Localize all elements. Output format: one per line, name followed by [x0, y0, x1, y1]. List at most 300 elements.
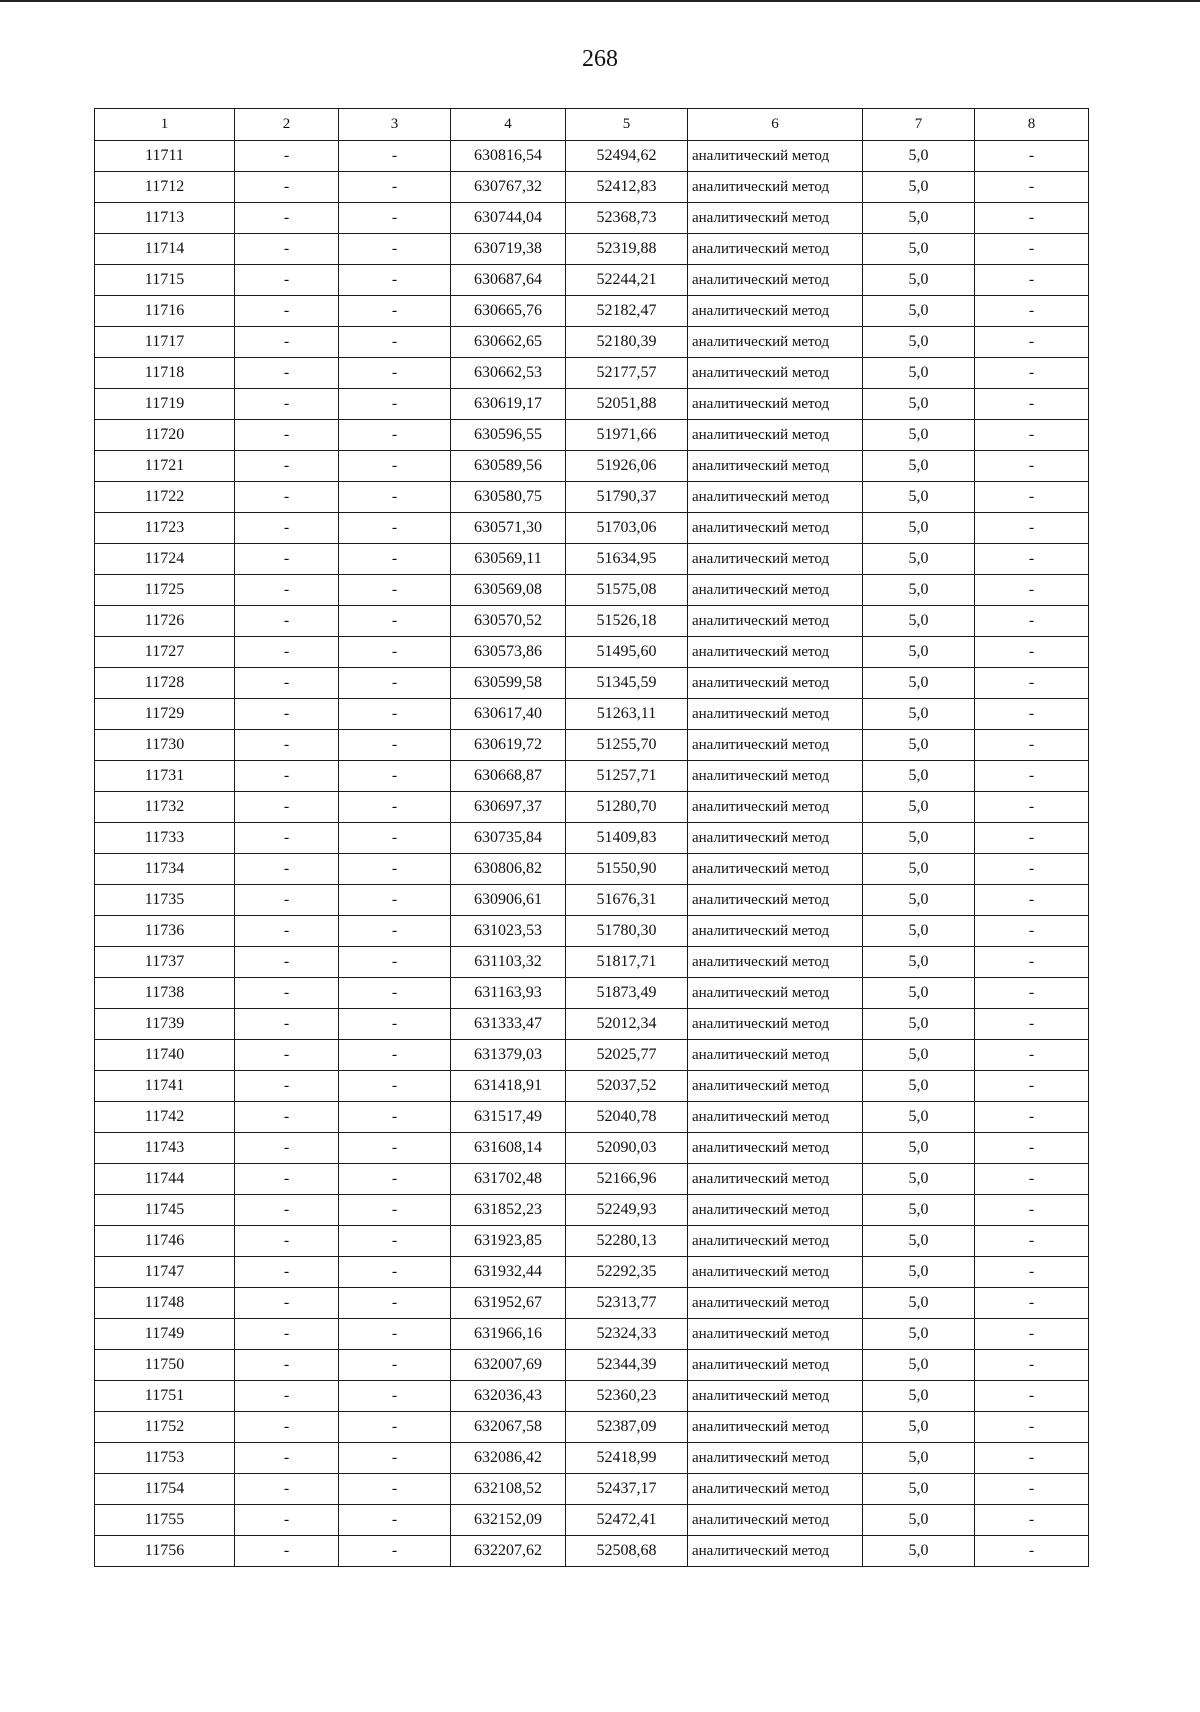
y-coordinate-cell: 52051,88	[566, 389, 688, 420]
y-coordinate-cell: 51263,11	[566, 699, 688, 730]
table-row	[95, 265, 1089, 296]
column-header: 6	[688, 109, 863, 141]
col2-cell: -	[235, 296, 339, 327]
y-coordinate-cell: 52012,34	[566, 1009, 688, 1040]
table-row	[95, 1071, 1089, 1102]
y-coordinate-cell: 52182,47	[566, 296, 688, 327]
y-coordinate-cell: 52437,17	[566, 1474, 688, 1505]
accuracy-cell: 5,0	[863, 1443, 975, 1474]
col3-cell: -	[339, 1536, 451, 1567]
method-cell: аналитический метод	[688, 1133, 863, 1164]
accuracy-cell: 5,0	[863, 513, 975, 544]
accuracy-cell: 5,0	[863, 358, 975, 389]
col2-cell: -	[235, 234, 339, 265]
table-row	[95, 699, 1089, 730]
point-number-cell: 11738	[95, 978, 235, 1009]
x-coordinate-cell: 630599,58	[451, 668, 566, 699]
col3-cell: -	[339, 978, 451, 1009]
y-coordinate-cell: 52180,39	[566, 327, 688, 358]
x-coordinate-cell: 630589,56	[451, 451, 566, 482]
col2-cell: -	[235, 1164, 339, 1195]
col8-cell: -	[975, 1257, 1089, 1288]
point-number-cell: 11748	[95, 1288, 235, 1319]
accuracy-cell: 5,0	[863, 265, 975, 296]
x-coordinate-cell: 630619,72	[451, 730, 566, 761]
point-number-cell: 11746	[95, 1226, 235, 1257]
col8-cell: -	[975, 451, 1089, 482]
x-coordinate-cell: 632007,69	[451, 1350, 566, 1381]
point-number-cell: 11719	[95, 389, 235, 420]
x-coordinate-cell: 631608,14	[451, 1133, 566, 1164]
col3-cell: -	[339, 575, 451, 606]
col2-cell: -	[235, 730, 339, 761]
x-coordinate-cell: 630744,04	[451, 203, 566, 234]
y-coordinate-cell: 51345,59	[566, 668, 688, 699]
y-coordinate-cell: 52412,83	[566, 172, 688, 203]
col2-cell: -	[235, 327, 339, 358]
col3-cell: -	[339, 792, 451, 823]
table-row	[95, 172, 1089, 203]
table-row	[95, 1412, 1089, 1443]
y-coordinate-cell: 52319,88	[566, 234, 688, 265]
x-coordinate-cell: 631103,32	[451, 947, 566, 978]
col8-cell: -	[975, 575, 1089, 606]
col8-cell: -	[975, 916, 1089, 947]
y-coordinate-cell: 52090,03	[566, 1133, 688, 1164]
col3-cell: -	[339, 947, 451, 978]
col3-cell: -	[339, 1288, 451, 1319]
point-number-cell: 11712	[95, 172, 235, 203]
col2-cell: -	[235, 947, 339, 978]
point-number-cell: 11745	[95, 1195, 235, 1226]
point-number-cell: 11718	[95, 358, 235, 389]
y-coordinate-cell: 52418,99	[566, 1443, 688, 1474]
x-coordinate-cell: 630697,37	[451, 792, 566, 823]
table-row	[95, 854, 1089, 885]
point-number-cell: 11722	[95, 482, 235, 513]
x-coordinate-cell: 631379,03	[451, 1040, 566, 1071]
col2-cell: -	[235, 823, 339, 854]
col2-cell: -	[235, 482, 339, 513]
table-row	[95, 1288, 1089, 1319]
point-number-cell: 11727	[95, 637, 235, 668]
x-coordinate-cell: 630617,40	[451, 699, 566, 730]
col3-cell: -	[339, 1443, 451, 1474]
method-cell: аналитический метод	[688, 916, 863, 947]
col8-cell: -	[975, 885, 1089, 916]
accuracy-cell: 5,0	[863, 1412, 975, 1443]
col8-cell: -	[975, 1164, 1089, 1195]
y-coordinate-cell: 52494,62	[566, 141, 688, 172]
col8-cell: -	[975, 1133, 1089, 1164]
x-coordinate-cell: 630668,87	[451, 761, 566, 792]
col2-cell: -	[235, 420, 339, 451]
y-coordinate-cell: 52313,77	[566, 1288, 688, 1319]
col2-cell: -	[235, 1071, 339, 1102]
col8-cell: -	[975, 1412, 1089, 1443]
y-coordinate-cell: 51495,60	[566, 637, 688, 668]
accuracy-cell: 5,0	[863, 1350, 975, 1381]
x-coordinate-cell: 631923,85	[451, 1226, 566, 1257]
y-coordinate-cell: 51634,95	[566, 544, 688, 575]
col3-cell: -	[339, 234, 451, 265]
col2-cell: -	[235, 761, 339, 792]
col2-cell: -	[235, 1350, 339, 1381]
col2-cell: -	[235, 1412, 339, 1443]
col3-cell: -	[339, 265, 451, 296]
y-coordinate-cell: 51926,06	[566, 451, 688, 482]
method-cell: аналитический метод	[688, 699, 863, 730]
table-row	[95, 1102, 1089, 1133]
accuracy-cell: 5,0	[863, 203, 975, 234]
accuracy-cell: 5,0	[863, 327, 975, 358]
table-row	[95, 1381, 1089, 1412]
y-coordinate-cell: 51257,71	[566, 761, 688, 792]
method-cell: аналитический метод	[688, 854, 863, 885]
column-header: 8	[975, 109, 1089, 141]
col8-cell: -	[975, 203, 1089, 234]
accuracy-cell: 5,0	[863, 730, 975, 761]
col8-cell: -	[975, 1536, 1089, 1567]
top-border-line	[0, 0, 1200, 2]
method-cell: аналитический метод	[688, 172, 863, 203]
method-cell: аналитический метод	[688, 234, 863, 265]
column-header: 4	[451, 109, 566, 141]
table-row	[95, 823, 1089, 854]
y-coordinate-cell: 52360,23	[566, 1381, 688, 1412]
y-coordinate-cell: 51780,30	[566, 916, 688, 947]
table-row	[95, 389, 1089, 420]
y-coordinate-cell: 51280,70	[566, 792, 688, 823]
point-number-cell: 11714	[95, 234, 235, 265]
col2-cell: -	[235, 1226, 339, 1257]
point-number-cell: 11725	[95, 575, 235, 606]
col3-cell: -	[339, 420, 451, 451]
col8-cell: -	[975, 265, 1089, 296]
col8-cell: -	[975, 172, 1089, 203]
accuracy-cell: 5,0	[863, 637, 975, 668]
y-coordinate-cell: 52368,73	[566, 203, 688, 234]
point-number-cell: 11734	[95, 854, 235, 885]
col3-cell: -	[339, 1319, 451, 1350]
point-number-cell: 11711	[95, 141, 235, 172]
col3-cell: -	[339, 513, 451, 544]
point-number-cell: 11729	[95, 699, 235, 730]
col8-cell: -	[975, 1505, 1089, 1536]
x-coordinate-cell: 631852,23	[451, 1195, 566, 1226]
y-coordinate-cell: 51575,08	[566, 575, 688, 606]
accuracy-cell: 5,0	[863, 978, 975, 1009]
point-number-cell: 11731	[95, 761, 235, 792]
accuracy-cell: 5,0	[863, 1009, 975, 1040]
col2-cell: -	[235, 513, 339, 544]
accuracy-cell: 5,0	[863, 1288, 975, 1319]
coordinates-table	[94, 108, 1089, 1567]
method-cell: аналитический метод	[688, 1040, 863, 1071]
x-coordinate-cell: 630806,82	[451, 854, 566, 885]
x-coordinate-cell: 631418,91	[451, 1071, 566, 1102]
table-row	[95, 296, 1089, 327]
table-row	[95, 420, 1089, 451]
method-cell: аналитический метод	[688, 389, 863, 420]
col3-cell: -	[339, 296, 451, 327]
method-cell: аналитический метод	[688, 606, 863, 637]
table-row	[95, 1505, 1089, 1536]
table-row	[95, 1009, 1089, 1040]
point-number-cell: 11735	[95, 885, 235, 916]
method-cell: аналитический метод	[688, 761, 863, 792]
x-coordinate-cell: 631952,67	[451, 1288, 566, 1319]
col2-cell: -	[235, 916, 339, 947]
col8-cell: -	[975, 234, 1089, 265]
table-row	[95, 730, 1089, 761]
col8-cell: -	[975, 730, 1089, 761]
col2-cell: -	[235, 1009, 339, 1040]
col8-cell: -	[975, 358, 1089, 389]
accuracy-cell: 5,0	[863, 1195, 975, 1226]
method-cell: аналитический метод	[688, 637, 863, 668]
y-coordinate-cell: 51255,70	[566, 730, 688, 761]
y-coordinate-cell: 52166,96	[566, 1164, 688, 1195]
method-cell: аналитический метод	[688, 947, 863, 978]
point-number-cell: 11739	[95, 1009, 235, 1040]
x-coordinate-cell: 632108,52	[451, 1474, 566, 1505]
col8-cell: -	[975, 668, 1089, 699]
accuracy-cell: 5,0	[863, 1164, 975, 1195]
accuracy-cell: 5,0	[863, 482, 975, 513]
method-cell: аналитический метод	[688, 792, 863, 823]
y-coordinate-cell: 51873,49	[566, 978, 688, 1009]
col3-cell: -	[339, 1381, 451, 1412]
col3-cell: -	[339, 203, 451, 234]
col2-cell: -	[235, 1319, 339, 1350]
col8-cell: -	[975, 420, 1089, 451]
col8-cell: -	[975, 327, 1089, 358]
point-number-cell: 11720	[95, 420, 235, 451]
table-row	[95, 1319, 1089, 1350]
col3-cell: -	[339, 1009, 451, 1040]
y-coordinate-cell: 51409,83	[566, 823, 688, 854]
point-number-cell: 11726	[95, 606, 235, 637]
col8-cell: -	[975, 513, 1089, 544]
x-coordinate-cell: 632152,09	[451, 1505, 566, 1536]
x-coordinate-cell: 630906,61	[451, 885, 566, 916]
col3-cell: -	[339, 327, 451, 358]
col8-cell: -	[975, 141, 1089, 172]
method-cell: аналитический метод	[688, 978, 863, 1009]
x-coordinate-cell: 630596,55	[451, 420, 566, 451]
col2-cell: -	[235, 265, 339, 296]
table-row	[95, 451, 1089, 482]
col3-cell: -	[339, 761, 451, 792]
y-coordinate-cell: 52037,52	[566, 1071, 688, 1102]
col8-cell: -	[975, 389, 1089, 420]
point-number-cell: 11743	[95, 1133, 235, 1164]
method-cell: аналитический метод	[688, 668, 863, 699]
accuracy-cell: 5,0	[863, 234, 975, 265]
point-number-cell: 11721	[95, 451, 235, 482]
y-coordinate-cell: 52344,39	[566, 1350, 688, 1381]
col2-cell: -	[235, 1040, 339, 1071]
x-coordinate-cell: 630569,08	[451, 575, 566, 606]
method-cell: аналитический метод	[688, 823, 863, 854]
y-coordinate-cell: 52324,33	[566, 1319, 688, 1350]
col8-cell: -	[975, 947, 1089, 978]
col3-cell: -	[339, 141, 451, 172]
accuracy-cell: 5,0	[863, 296, 975, 327]
col2-cell: -	[235, 389, 339, 420]
col2-cell: -	[235, 1288, 339, 1319]
col3-cell: -	[339, 699, 451, 730]
col3-cell: -	[339, 1040, 451, 1071]
col8-cell: -	[975, 978, 1089, 1009]
accuracy-cell: 5,0	[863, 172, 975, 203]
table-row	[95, 1350, 1089, 1381]
point-number-cell: 11716	[95, 296, 235, 327]
point-number-cell: 11755	[95, 1505, 235, 1536]
col3-cell: -	[339, 1350, 451, 1381]
accuracy-cell: 5,0	[863, 451, 975, 482]
method-cell: аналитический метод	[688, 1536, 863, 1567]
col2-cell: -	[235, 1195, 339, 1226]
method-cell: аналитический метод	[688, 1350, 863, 1381]
col8-cell: -	[975, 1071, 1089, 1102]
point-number-cell: 11715	[95, 265, 235, 296]
col3-cell: -	[339, 916, 451, 947]
y-coordinate-cell: 51971,66	[566, 420, 688, 451]
col2-cell: -	[235, 1133, 339, 1164]
accuracy-cell: 5,0	[863, 1505, 975, 1536]
column-header: 3	[339, 109, 451, 141]
col3-cell: -	[339, 389, 451, 420]
col2-cell: -	[235, 358, 339, 389]
col3-cell: -	[339, 451, 451, 482]
x-coordinate-cell: 630816,54	[451, 141, 566, 172]
method-cell: аналитический метод	[688, 265, 863, 296]
col3-cell: -	[339, 668, 451, 699]
point-number-cell: 11754	[95, 1474, 235, 1505]
table-body	[95, 141, 1089, 1567]
accuracy-cell: 5,0	[863, 1536, 975, 1567]
table-row	[95, 885, 1089, 916]
col2-cell: -	[235, 1443, 339, 1474]
col8-cell: -	[975, 1443, 1089, 1474]
x-coordinate-cell: 631966,16	[451, 1319, 566, 1350]
col8-cell: -	[975, 792, 1089, 823]
x-coordinate-cell: 630580,75	[451, 482, 566, 513]
col3-cell: -	[339, 637, 451, 668]
col8-cell: -	[975, 1195, 1089, 1226]
col2-cell: -	[235, 792, 339, 823]
table-row	[95, 327, 1089, 358]
point-number-cell: 11730	[95, 730, 235, 761]
table-row	[95, 513, 1089, 544]
col2-cell: -	[235, 668, 339, 699]
col3-cell: -	[339, 1226, 451, 1257]
method-cell: аналитический метод	[688, 203, 863, 234]
y-coordinate-cell: 52280,13	[566, 1226, 688, 1257]
method-cell: аналитический метод	[688, 1319, 863, 1350]
x-coordinate-cell: 631517,49	[451, 1102, 566, 1133]
point-number-cell: 11737	[95, 947, 235, 978]
method-cell: аналитический метод	[688, 544, 863, 575]
method-cell: аналитический метод	[688, 513, 863, 544]
x-coordinate-cell: 632207,62	[451, 1536, 566, 1567]
accuracy-cell: 5,0	[863, 1257, 975, 1288]
y-coordinate-cell: 52508,68	[566, 1536, 688, 1567]
column-header: 1	[95, 109, 235, 141]
y-coordinate-cell: 51817,71	[566, 947, 688, 978]
col3-cell: -	[339, 1071, 451, 1102]
point-number-cell: 11751	[95, 1381, 235, 1412]
col2-cell: -	[235, 1102, 339, 1133]
accuracy-cell: 5,0	[863, 606, 975, 637]
method-cell: аналитический метод	[688, 1412, 863, 1443]
col2-cell: -	[235, 203, 339, 234]
col2-cell: -	[235, 1505, 339, 1536]
accuracy-cell: 5,0	[863, 792, 975, 823]
method-cell: аналитический метод	[688, 1443, 863, 1474]
accuracy-cell: 5,0	[863, 885, 975, 916]
col2-cell: -	[235, 699, 339, 730]
method-cell: аналитический метод	[688, 1102, 863, 1133]
point-number-cell: 11723	[95, 513, 235, 544]
method-cell: аналитический метод	[688, 1164, 863, 1195]
col8-cell: -	[975, 1381, 1089, 1412]
column-header: 2	[235, 109, 339, 141]
col8-cell: -	[975, 482, 1089, 513]
method-cell: аналитический метод	[688, 420, 863, 451]
accuracy-cell: 5,0	[863, 575, 975, 606]
x-coordinate-cell: 632067,58	[451, 1412, 566, 1443]
method-cell: аналитический метод	[688, 327, 863, 358]
table-row	[95, 978, 1089, 1009]
table-row	[95, 358, 1089, 389]
col3-cell: -	[339, 854, 451, 885]
method-cell: аналитический метод	[688, 141, 863, 172]
x-coordinate-cell: 630573,86	[451, 637, 566, 668]
col2-cell: -	[235, 1257, 339, 1288]
page-number: 268	[582, 46, 618, 72]
table-row	[95, 1257, 1089, 1288]
x-coordinate-cell: 630735,84	[451, 823, 566, 854]
point-number-cell: 11744	[95, 1164, 235, 1195]
x-coordinate-cell: 631702,48	[451, 1164, 566, 1195]
y-coordinate-cell: 52292,35	[566, 1257, 688, 1288]
col3-cell: -	[339, 1195, 451, 1226]
table-row	[95, 668, 1089, 699]
point-number-cell: 11742	[95, 1102, 235, 1133]
col2-cell: -	[235, 854, 339, 885]
table-row	[95, 1443, 1089, 1474]
col3-cell: -	[339, 172, 451, 203]
table-row	[95, 544, 1089, 575]
col8-cell: -	[975, 544, 1089, 575]
table-row	[95, 141, 1089, 172]
table-row	[95, 916, 1089, 947]
column-header: 5	[566, 109, 688, 141]
col8-cell: -	[975, 854, 1089, 885]
table-row	[95, 1474, 1089, 1505]
accuracy-cell: 5,0	[863, 699, 975, 730]
table-row	[95, 1226, 1089, 1257]
method-cell: аналитический метод	[688, 358, 863, 389]
y-coordinate-cell: 52387,09	[566, 1412, 688, 1443]
col3-cell: -	[339, 358, 451, 389]
col8-cell: -	[975, 761, 1089, 792]
accuracy-cell: 5,0	[863, 668, 975, 699]
x-coordinate-cell: 631023,53	[451, 916, 566, 947]
